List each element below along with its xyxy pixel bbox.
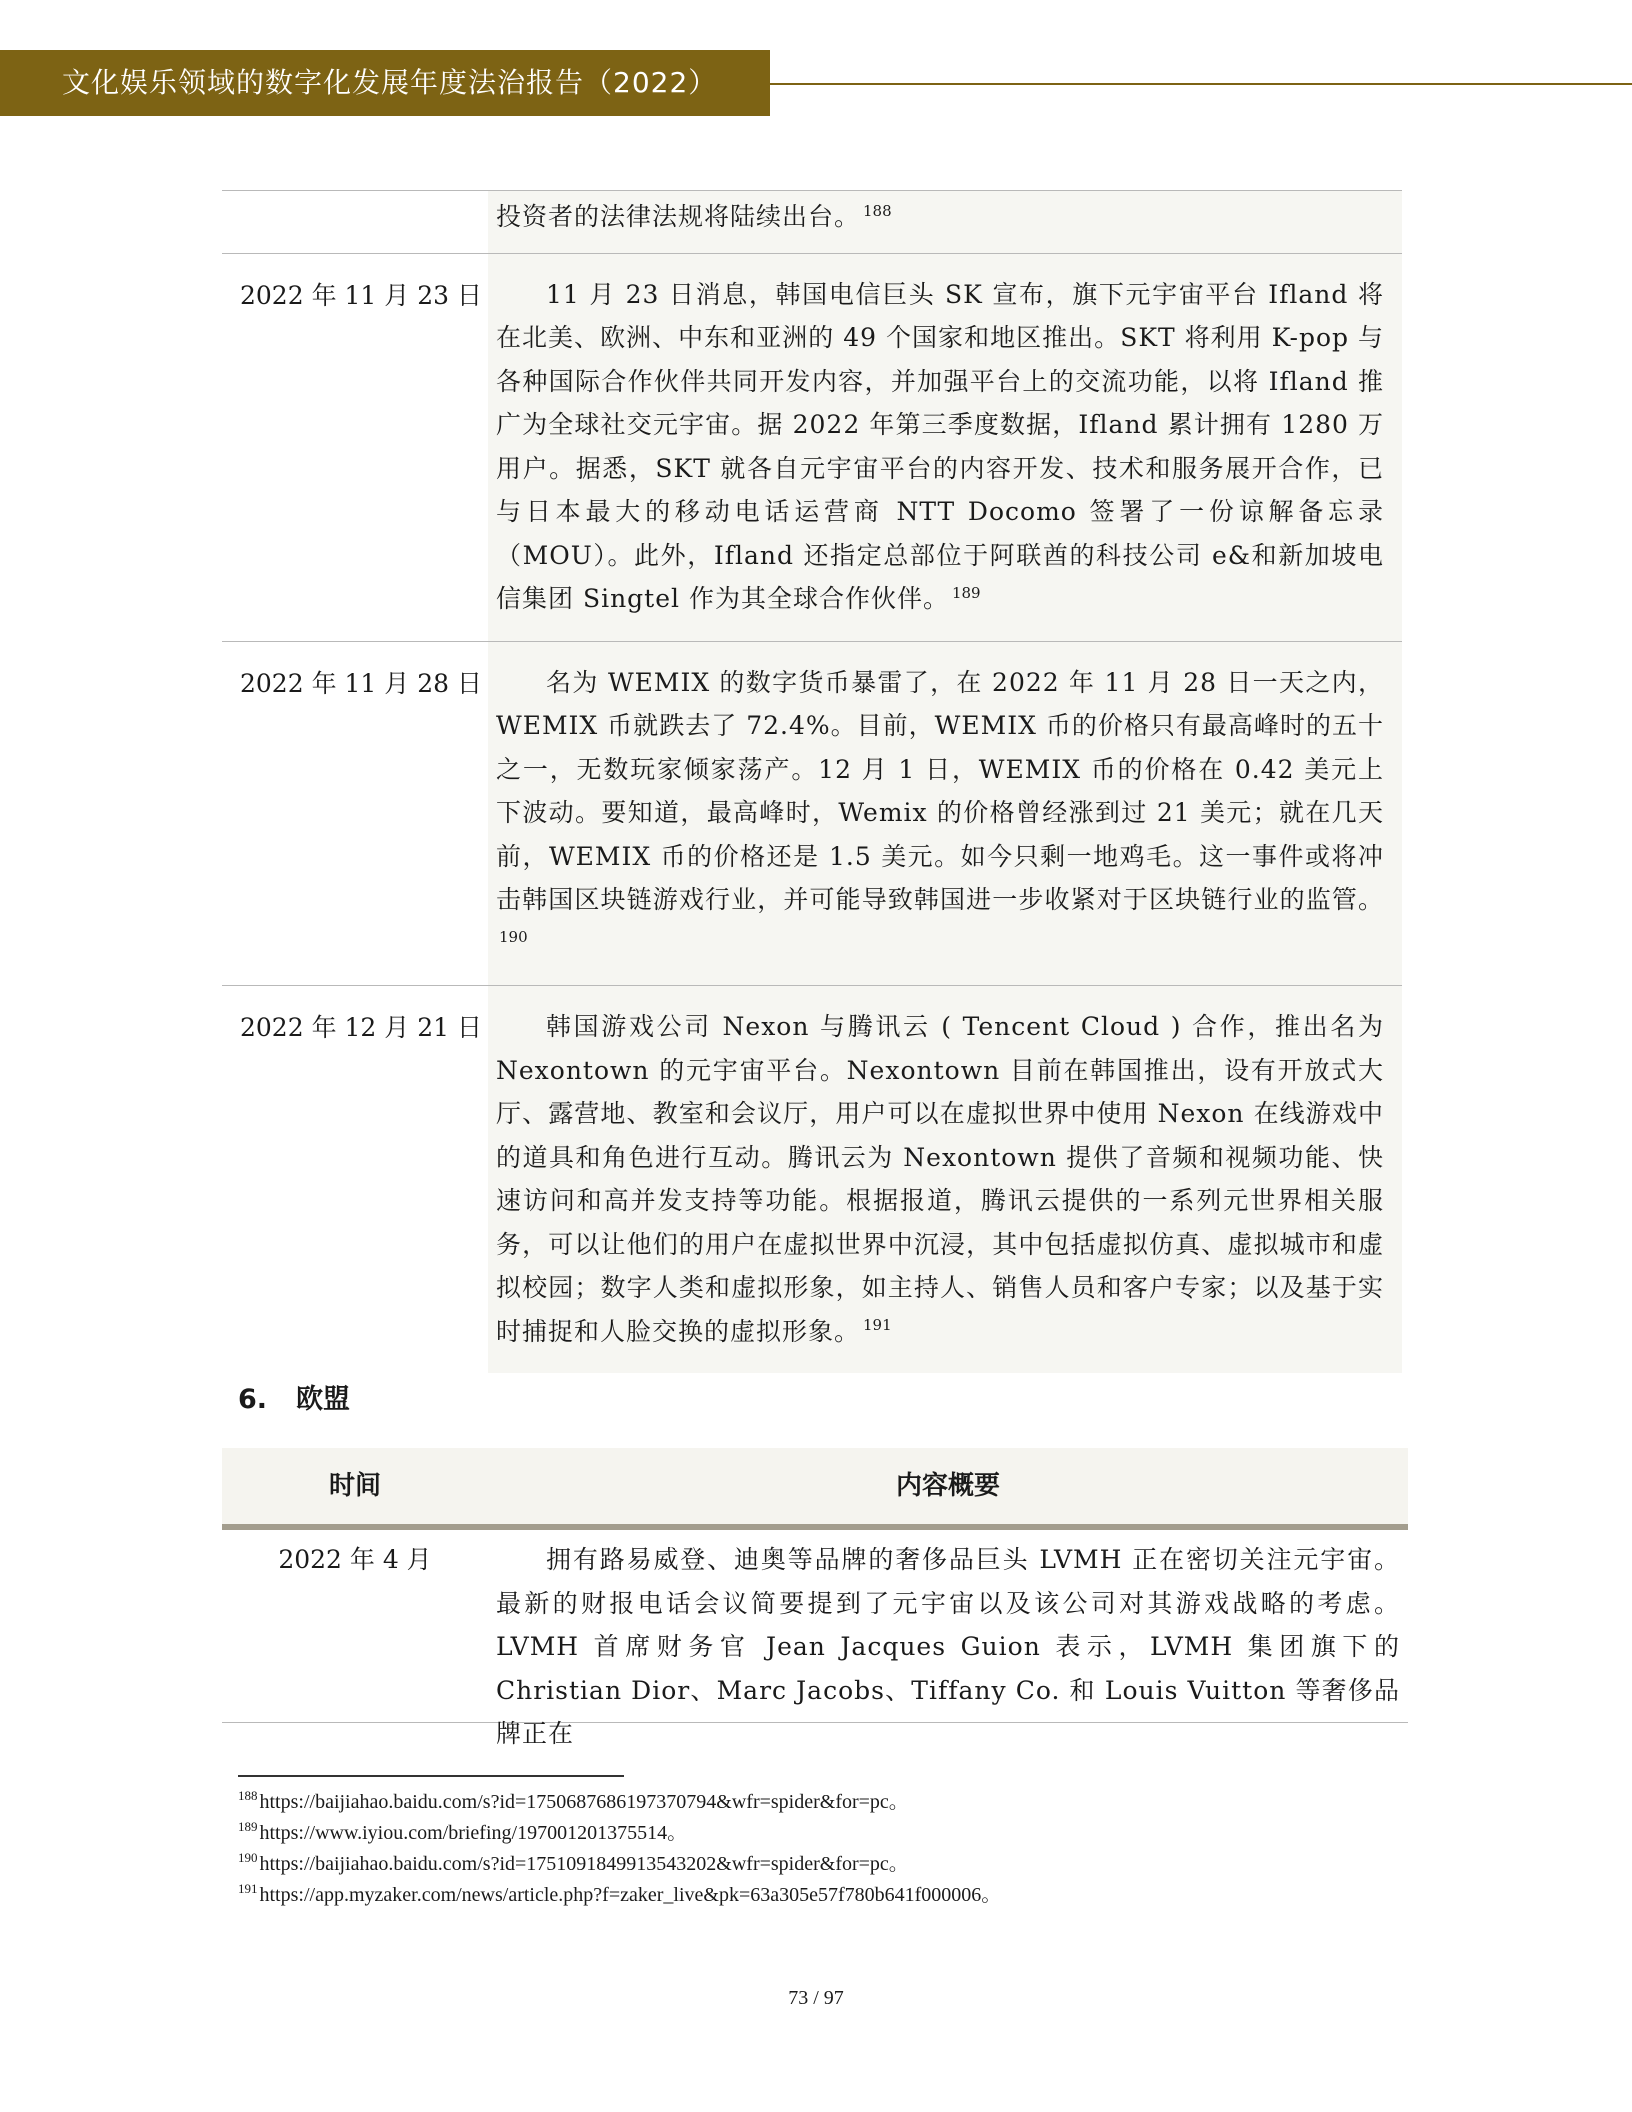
section-title: 欧盟	[296, 1384, 350, 1415]
table-row	[222, 642, 1402, 987]
footnote-ref[interactable]: 189	[951, 583, 981, 602]
event-date: 2022 年 11 月 23 日	[240, 280, 482, 310]
header-rule	[770, 83, 1632, 85]
event-date	[222, 191, 488, 211]
column-header-time: 时间	[328, 1471, 381, 1501]
table-row	[222, 986, 1402, 1373]
event-text: 韩国游戏公司 Nexon 与腾讯云 ( Tencent Cloud ) 合作，推出名为 Nexontown 的元宇宙平台。Nexontown 目前在韩国推出，设有开放式大厅、露营地、教室和会议厅，用户可以在虚拟世界中使用 Nexon 在线游戏中的道具和角色进行互动。腾讯云为 Nexontown 提供了音频和视频功能、快速访问和高并发支持等功能。根据报道，腾讯云提供的一系列元世界相关服务，可以让他们的用户在虚拟世界中沉浸，其中包括虚拟仿真、虚拟城市和虚拟校园；数字人类和虚拟形象，如主持人、销售人员和客户专家；以及基于实时捕捉和人脸交换的虚拟形象。 $^{191}$	[496, 1012, 1384, 1346]
footnote-link[interactable]: https://www.iyiou.com/briefing/197001201375514。	[259, 1822, 688, 1844]
event-summary	[488, 191, 1402, 253]
footnote-ref[interactable]: 188	[863, 201, 892, 220]
footnote-number: 191	[238, 1881, 258, 1897]
event-summary	[488, 254, 1402, 641]
table-row	[222, 190, 1402, 254]
korea-events-table	[222, 190, 1402, 1373]
event-date: 2022 年 12 月 21 日	[240, 1013, 482, 1042]
footnote-link[interactable]: https://app.myzaker.com/news/article.php?f=zaker_live&pk=63a305e57f780b641f000006。	[259, 1884, 1002, 1906]
event-summary	[496, 1538, 1400, 1756]
footnote-ref[interactable]: 191	[863, 1316, 892, 1335]
event-text: 拥有路易威登、迪奥等品牌的奢侈品巨头 LVMH 正在密切关注元宇宙。最新的财报电话会议简要提到了元宇宙以及该公司对其游戏战略的考虑。LVMH 首席财务官 Jean Jacques Guion 表示，LVMH 集团旗下的 Christian Dior、Marc Jacobs、Tiffany Co. 和 Louis Vuitton 等奢侈品牌正在	[496, 1545, 1400, 1748]
event-date: 2022 年 11 月 28 日	[240, 668, 482, 698]
page-number: 73 / 97	[788, 1987, 844, 2009]
eu-table-header	[222, 1448, 1408, 1530]
event-text: 投资者的法律法规将陆续出台。 $^{188}$	[496, 201, 892, 231]
footnote-ref[interactable]: 190	[499, 928, 528, 947]
footnote-item	[238, 1787, 1001, 1818]
event-text: 名为 WEMIX 的数字货币暴雷了，在 2022 年 11 月 28 日一天之内，WEMIX 币就跌去了 72.4%。目前，WEMIX 币的价格只有最高峰时的五十之一，无数玩家倾家荡产。12 月 1 日，WEMIX 币的价格在 0.42 美元上下波动。要知道，最高峰时，Wemix 的价格曾经涨到过 21 美元；就在几天前，WEMIX 币的价格还是 1.5 美元。如今只剩一地鸡毛。这一事件或将冲击韩国区块链游戏行业，并可能导致韩国进一步收紧对于区块链行业的监管。$^{190}$	[496, 667, 1384, 947]
report-title-banner	[0, 50, 770, 116]
column-header-content: 内容概要	[895, 1471, 1000, 1501]
report-title: 文化娱乐领域的数字化发展年度法治报告（2022）	[62, 66, 718, 99]
event-date: 2022 年 4 月	[278, 1545, 432, 1574]
footnote-link[interactable]: https://baijiahao.baidu.com/s?id=1750687686197370794&wfr=spider&for=pc。	[259, 1791, 909, 1813]
footnote-link[interactable]: https://baijiahao.baidu.com/s?id=1751091849913543202&wfr=spider&for=pc。	[259, 1853, 909, 1875]
section-number: 6.	[238, 1384, 268, 1415]
footnote-number: 188	[238, 1788, 258, 1804]
footnotes	[238, 1787, 1001, 1911]
table-row	[222, 1530, 1408, 1748]
event-summary	[488, 642, 1402, 986]
footnote-number: 189	[238, 1819, 258, 1835]
section-heading-eu	[238, 1377, 350, 1416]
footnote-item	[238, 1849, 1001, 1880]
event-summary	[488, 986, 1402, 1373]
footnote-number: 190	[238, 1850, 258, 1866]
event-text: 11 月 23 日消息，韩国电信巨头 SK 宣布，旗下元宇宙平台 Ifland 将在北美、欧洲、中东和亚洲的 49 个国家和地区推出。SKT 将利用 K-pop 与各种国际合作伙伴共同开发内容，并加强平台上的交流功能，以将 Ifland 推广为全球社交元宇宙。据 2022 年第三季度数据，Ifland 累计拥有 1280 万用户。据悉，SKT 就各自元宇宙平台的内容开发、技术和服务展开合作，已与日本最大的移动电话运营商 NTT Docomo 签署了一份谅解备忘录（MOU）。此外，Ifland 还指定总部位于阿联酋的科技公司 e&和新加坡电信集团 Singtel 作为其全球合作伙伴。 $^{189}$	[496, 279, 1384, 613]
footnote-item	[238, 1880, 1001, 1911]
footnote-separator	[238, 1775, 624, 1777]
table-row	[222, 254, 1402, 642]
footnote-item	[238, 1818, 1001, 1849]
